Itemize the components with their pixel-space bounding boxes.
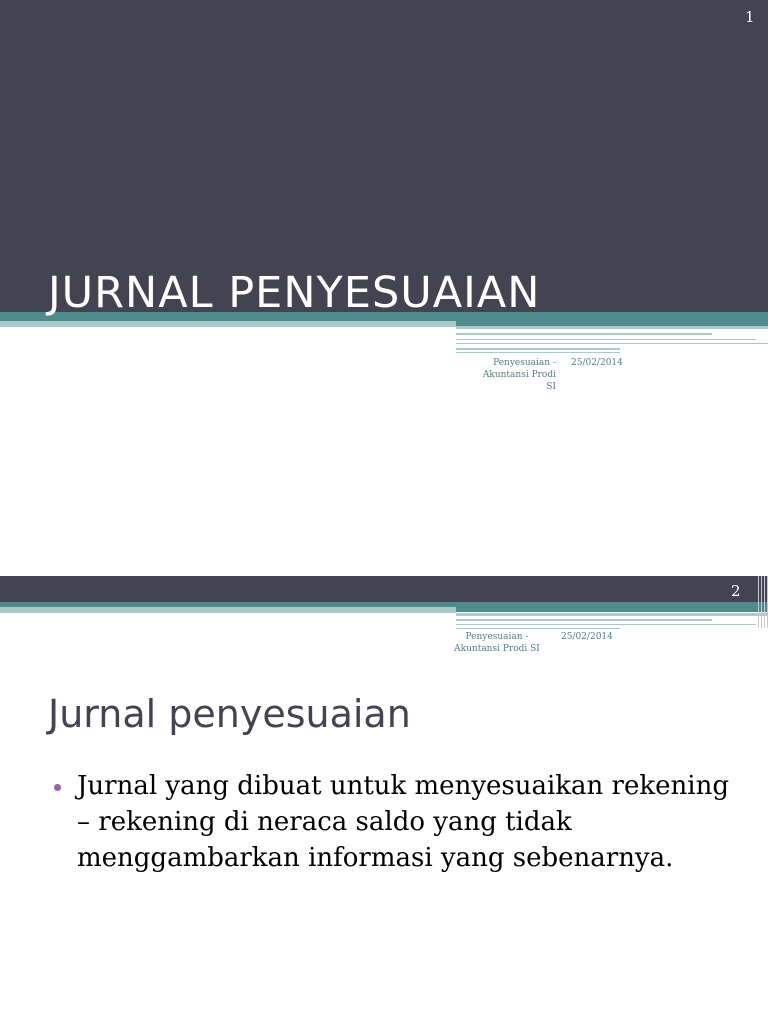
bullet-dot-icon bbox=[54, 784, 61, 791]
light-teal-band bbox=[0, 321, 456, 327]
accent-line-4 bbox=[456, 628, 620, 629]
bullet-list bbox=[54, 768, 734, 876]
slide-footer bbox=[0, 357, 768, 392]
list-item bbox=[54, 768, 734, 876]
light-teal-band bbox=[0, 607, 456, 613]
page-number: 1 bbox=[745, 8, 755, 26]
footer-date: 25/02/2014 bbox=[561, 632, 613, 642]
footer-source: Penyesuaian - Akuntansi Prodi SI bbox=[454, 632, 540, 654]
accent-line-2 bbox=[456, 333, 712, 335]
accent-line-3 bbox=[456, 339, 756, 340]
accent-line-1 bbox=[456, 326, 768, 329]
footer-date: 25/02/2014 bbox=[571, 358, 623, 368]
footer-source: Penyesuaian - Akuntansi Prodi SI bbox=[482, 358, 556, 392]
title-background bbox=[0, 0, 768, 312]
accent-line-5 bbox=[456, 348, 620, 350]
accent-line-4 bbox=[456, 343, 768, 344]
accent-line-2 bbox=[456, 619, 712, 621]
content-title: Jurnal penyesuaian bbox=[48, 692, 411, 736]
accent-line-3 bbox=[456, 624, 756, 625]
accent-line-1 bbox=[456, 613, 768, 616]
accent-line-6 bbox=[456, 352, 620, 353]
page-number: 2 bbox=[731, 582, 741, 600]
bullet-text: Jurnal yang dibuat untuk menyesuaikan rekening – rekening di neraca saldo yang tidak menggambarkan informasi yang sebenarnya. bbox=[77, 771, 729, 873]
slide-edge-lines bbox=[756, 576, 768, 628]
header-background bbox=[0, 576, 768, 602]
slide-footer bbox=[0, 631, 768, 659]
slide-title: JURNAL PENYESUAIAN bbox=[48, 268, 541, 318]
